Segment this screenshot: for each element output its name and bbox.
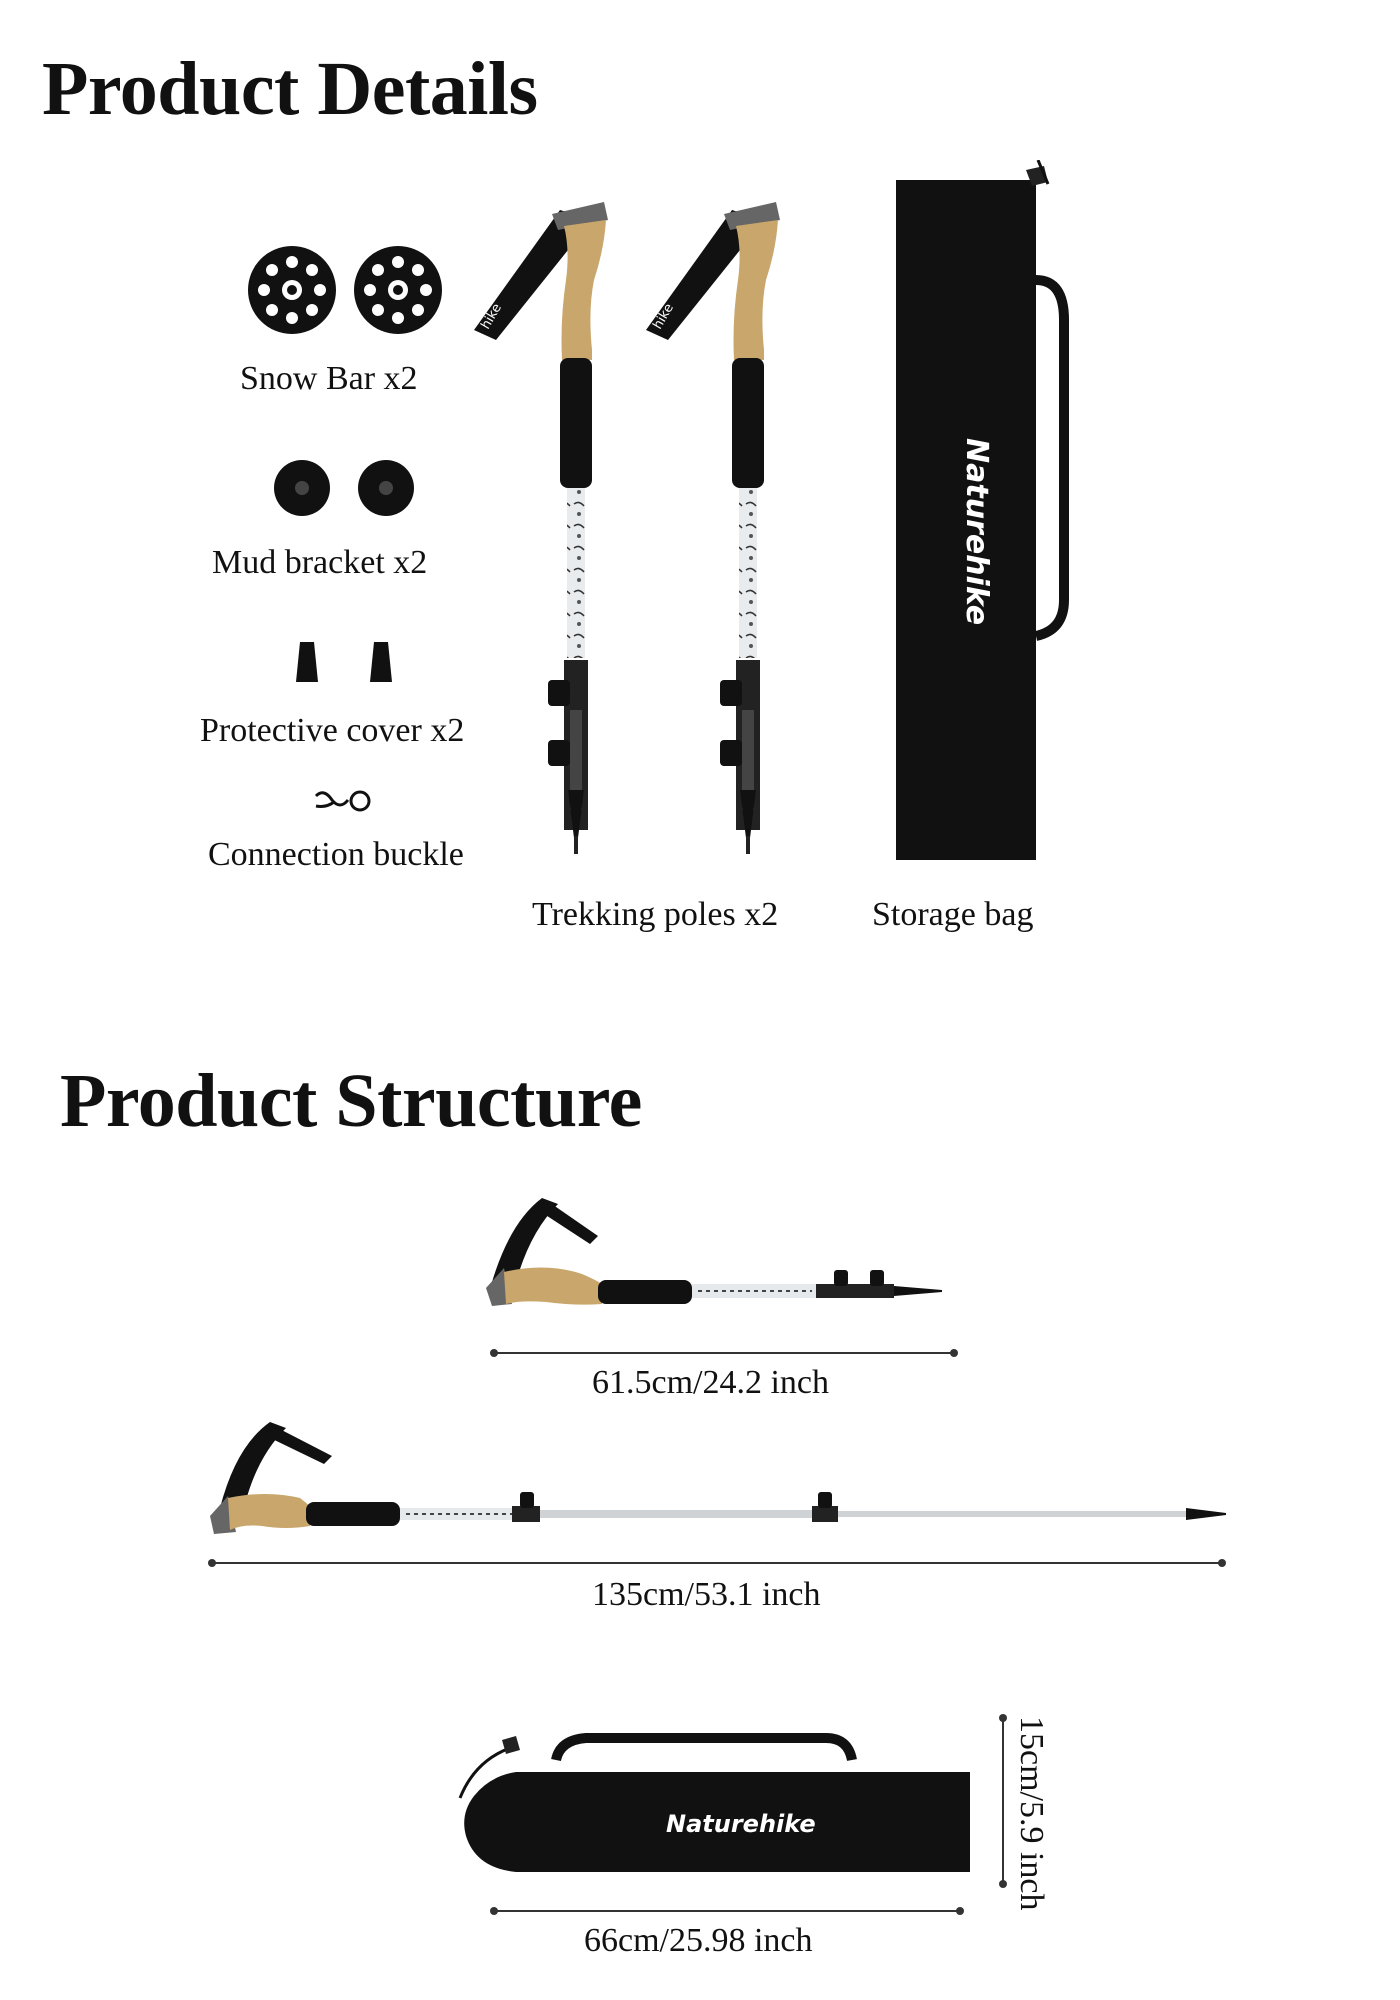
folded-pole-image [486, 1192, 956, 1322]
storage-bag-side-image [456, 1718, 976, 1884]
product-structure-title: Product Structure [60, 1059, 642, 1143]
protective-cover-label: Protective cover x2 [200, 712, 465, 749]
trekking-poles-image [460, 190, 840, 860]
folded-length-dimension-line [494, 1352, 954, 1354]
protective-cover-image [290, 638, 410, 688]
bag-height-label: 15cm/5.9 inch [1013, 1716, 1050, 1911]
storage-bag-label: Storage bag [872, 896, 1034, 933]
folded-length-label: 61.5cm/24.2 inch [592, 1364, 830, 1401]
snow-bar-label: Snow Bar x2 [240, 360, 418, 397]
mud-bracket-label: Mud bracket x2 [212, 544, 428, 581]
trekking-poles-label: Trekking poles x2 [532, 896, 779, 933]
storage-bag-image [876, 160, 1076, 870]
snow-bar-image [240, 240, 450, 340]
svg-text:hike: hike [478, 301, 505, 332]
connection-buckle-image [312, 786, 376, 816]
storage-bag-side-brand: Naturehike [666, 1810, 816, 1838]
extended-length-dimension-line [212, 1562, 1222, 1564]
bag-length-label: 66cm/25.98 inch [584, 1922, 813, 1959]
bag-length-dimension-line [494, 1910, 960, 1912]
storage-bag-brand: Naturehike [959, 438, 994, 626]
svg-text:hike: hike [650, 301, 677, 332]
connection-buckle-label: Connection buckle [208, 836, 464, 873]
bag-height-dimension-line [1002, 1718, 1004, 1884]
mud-bracket-image [272, 456, 422, 520]
product-details-title: Product Details [42, 47, 538, 131]
extended-pole-image [206, 1416, 1238, 1536]
extended-length-label: 135cm/53.1 inch [592, 1576, 821, 1613]
